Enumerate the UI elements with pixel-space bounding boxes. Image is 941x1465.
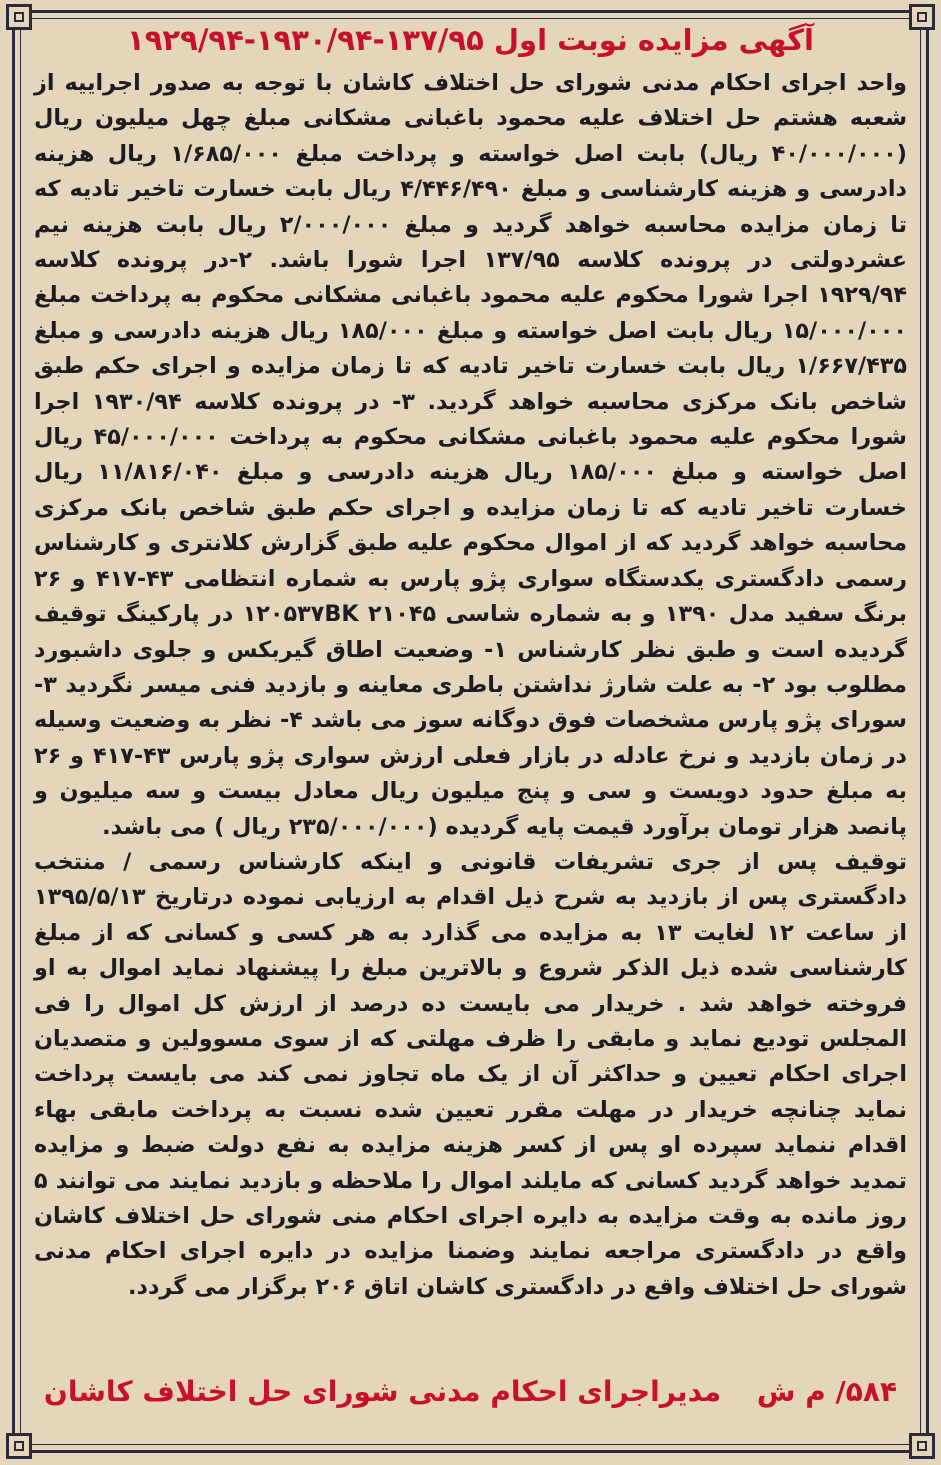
- notice-footer: [40, 1372, 901, 1412]
- notice-paragraph: واحد اجرای احکام مدنی شورای حل اختلاف کاشان با توجه به صدور اجراییه از شعبه هشتم حل اختلاف علیه محمود باغبانی مشکانی مبلغ چهل میلیون ریال (۴۰/۰۰۰/۰۰۰ ریال) بابت اصل خواسته و پرداخت مبلغ ۱/۶۸۵/۰۰۰ ریال هزینه دادرسی و هزینه کارشناسی و مبلغ ۴/۴۴۶/۴۹۰ ریال بابت خسارت تاخیر تادیه که تا زمان مزایده محاسبه خواهد گردید و مبلغ ۲/۰۰۰/۰۰۰ ریال بابت هزینه نیم عشردولتی در پرونده کلاسه ۱۳۷/۹۵ اجرا شورا باشد. ۲-در پرونده کلاسه ۱۹۲۹/۹۴ اجرا شورا محکوم علیه محمود باغبانی مشکانی محکوم به پرداخت مبلغ ۱۵/۰۰۰/۰۰۰ ریال بابت اصل خواسته و مبلغ ۱۸۵/۰۰۰ ریال هزینه دادرسی و مبلغ ۱/۶۶۷/۴۳۵ ریال بابت خسارت تاخیر تادیه که تا زمان مزایده و اجرای حکم طبق شاخص بانک مرکزی محاسبه خواهد گردید. ۳- در پرونده کلاسه ۱۹۳۰/۹۴ اجرا شورا محکوم علیه محمود باغبانی مشکانی محکوم به پرداخت ۴۵/۰۰۰/۰۰۰ ریال اصل خواسته و مبلغ ۱۸۵/۰۰۰ ریال هزینه دادرسی و مبلغ ۱۱/۸۱۶/۰۴۰ ریال خسارت تاخیر تادیه که تا زمان مزایده و اجرای حکم طبق شاخص بانک مرکزی محاسبه خواهد گردید که از اموال محکوم علیه طبق گزارش کلانتری و کارشناس رسمی دادگستری یکدستگاه سواری پژو پارس به شماره انتظامی ۴۳-۴۱۷ و ۲۶ برنگ سفید مدل ۱۳۹۰ و به شماره شاسی ۱۲۰۵۳۷BK ۲۱۰۴۵ در پارکینگ توقیف گردیده است و طبق نظر کارشناس ۱- وضعیت اطاق گیربکس و جلوی داشبورد مطلوب بود ۲- به علت شارژ نداشتن باطری معاینه و بازدید فنی میسر نگردید ۳- سورای پژو پارس مشخصات فوق دوگانه سوز می باشد ۴- نظر به وضعیت وسیله در زمان بازدید و نرخ عادله در بازار فعلی ارزش سواری پژو پارس ۴۳-۴۱۷ و ۲۶ به مبلغ حدود دویست و سی و پنج میلیون ریال معادل بیست و سه میلیون و پانصد هزار تومان برآورد قیمت پایه گردیده (۲۳۵/۰۰۰/۰۰۰ ریال ) می باشد.: [34, 70, 908, 840]
- corner-ornament: [6, 4, 32, 30]
- notice-signature: مدیراجرای احکام مدنی شورای حل اختلاف کاشان: [43, 1375, 722, 1408]
- notice-paragraph: توقیف پس از جری تشریفات قانونی و اینکه کارشناس رسمی / منتخب دادگستری پس از بازدید به شرح ذیل اقدام به ارزیابی نموده درتاریخ ۱۳۹۵/۵/۱۳ از ساعت ۱۲ لغایت ۱۳ به مزایده می گذارد به هر کسی و کسانی که از مبلغ کارشناسی شده ذیل الذکر شروع و بالاترین مبلغ را پیشنهاد نماید اموال به او فروخته خواهد شد . خریدار می بایست ده درصد از ارزش کل اموال را فی المجلس تودیع نماید و مابقی را ظرف مهلتی که از سوی مسوولین و متصدیان اجرای احکام تعیین و حداکثر آن از یک ماه تجاوز نمی کند می بایست پرداخت نماید چنانچه خریدار در مهلت مقرر تعیین شده نسبت به پرداخت مابقی بهاء اقدام ننماید سپرده او پس از کسر هزینه مزایده به نفع دولت ضبط و مزایده تمدید خواهد گردید کسانی که مایلند اموال را ملاحظه و بازدید نمایند می توانند ۵ روز مانده به وقت مزایده به دایره اجرای احکام منی شورای حل اختلاف کاشان واقع در دادگستری مراجعه نمایند وضمنا مزایده در دایره اجرای احکام مدنی شورای حل اختلاف واقع در دادگستری کاشان اتاق ۲۰۶ برگزار می گردد.: [34, 848, 907, 1300]
- notice-body: [34, 66, 907, 1305]
- corner-ornament: [909, 4, 935, 30]
- corner-ornament: [909, 1433, 935, 1459]
- notice-code: ۵۸۴/ م ش: [756, 1375, 898, 1408]
- notice-title: آگهی مزایده نوبت اول ۱۳۷/۹۵-۱۹۳۰/۹۴-۱۹۲۹/۹۴: [127, 23, 814, 57]
- corner-ornament: [6, 1433, 32, 1459]
